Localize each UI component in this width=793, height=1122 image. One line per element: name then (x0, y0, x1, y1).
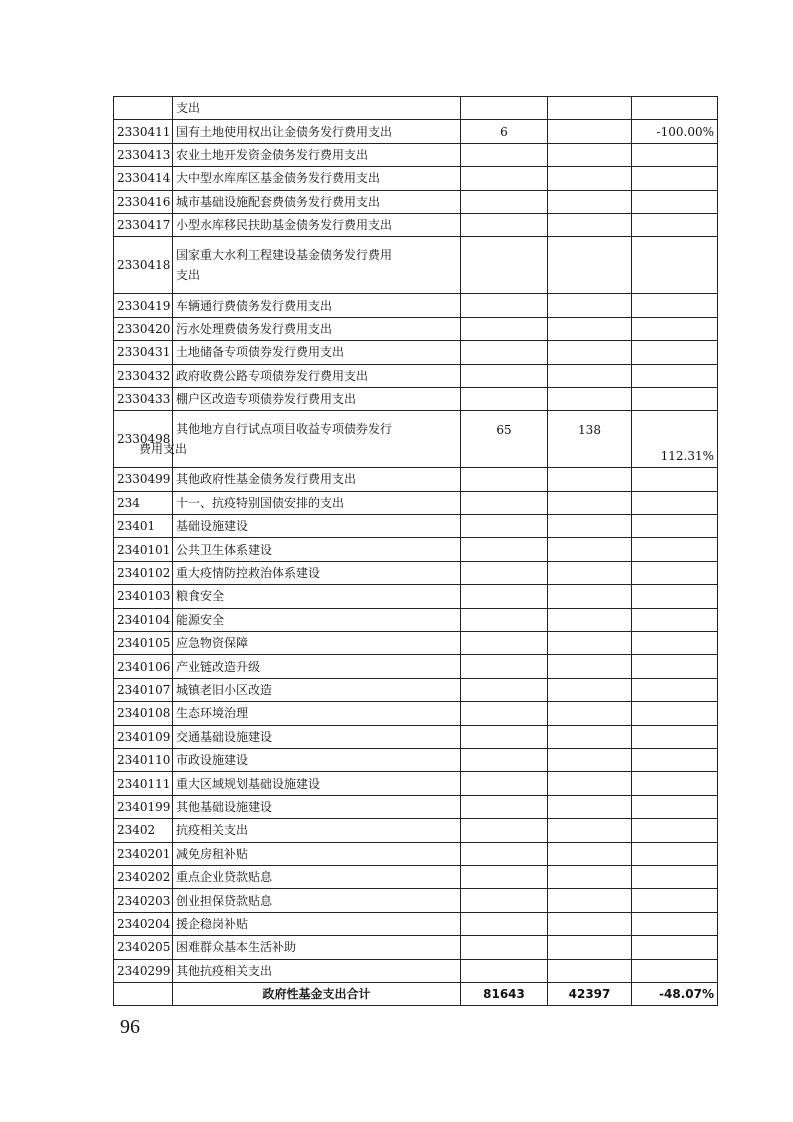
current-year-cell (548, 167, 632, 190)
name-cell: 重点企业贷款贴息 (173, 865, 461, 888)
change-percent-cell (632, 632, 718, 655)
prior-year-cell (461, 213, 548, 236)
name-cell: 产业链改造升级 (173, 655, 461, 678)
name-cell: 援企稳岗补贴 (173, 912, 461, 935)
current-year-cell (548, 678, 632, 701)
name-cell: 能源安全 (173, 608, 461, 631)
current-year-cell (548, 317, 632, 340)
table-row (114, 411, 718, 468)
change-percent-cell (632, 190, 718, 213)
code-cell: 2340109 (114, 725, 173, 748)
table-row (114, 772, 718, 795)
table-row (114, 632, 718, 655)
name-cell: 国有土地使用权出让金债务发行费用支出 (173, 120, 461, 143)
name-cell: 污水处理费债务发行费用支出 (173, 317, 461, 340)
code-cell: 2330419 (114, 294, 173, 317)
code-cell: 2340101 (114, 538, 173, 561)
current-year-cell (548, 725, 632, 748)
prior-year-cell (461, 538, 548, 561)
prior-year-cell (461, 865, 548, 888)
code-cell: 2330418 (114, 237, 173, 294)
prior-year-cell (461, 341, 548, 364)
prior-year-cell (461, 608, 548, 631)
code-cell: 2340202 (114, 865, 173, 888)
name-cell: 土地储备专项债券发行费用支出 (173, 341, 461, 364)
current-year-cell (548, 341, 632, 364)
table-row (114, 678, 718, 701)
name-cell: 其他政府性基金债务发行费用支出 (173, 468, 461, 491)
name-cell: 交通基础设施建设 (173, 725, 461, 748)
code-cell: 2340204 (114, 912, 173, 935)
change-percent-cell (632, 341, 718, 364)
prior-year-cell (461, 237, 548, 294)
current-year-cell (548, 655, 632, 678)
prior-year-cell (461, 725, 548, 748)
table-row (114, 97, 718, 120)
code-cell: 2340110 (114, 748, 173, 771)
name-cell: 抗疫相关支出 (173, 819, 461, 842)
table-row (114, 889, 718, 912)
current-year-cell (548, 120, 632, 143)
code-cell: 234 (114, 491, 173, 514)
name-cell: 公共卫生体系建设 (173, 538, 461, 561)
prior-year-cell (461, 748, 548, 771)
table-row (114, 702, 718, 725)
name-cell: 应急物资保障 (173, 632, 461, 655)
prior-year-cell (461, 819, 548, 842)
current-year-cell (548, 364, 632, 387)
current-year-cell (548, 842, 632, 865)
name-cell: 小型水库移民扶助基金债务发行费用支出 (173, 213, 461, 236)
current-year-cell (548, 912, 632, 935)
change-percent-cell (632, 702, 718, 725)
prior-year-cell (461, 515, 548, 538)
code-cell: 2340199 (114, 795, 173, 818)
page-number: 96 (120, 1016, 140, 1038)
table-row (114, 959, 718, 982)
total-change-cell: -48.07% (632, 982, 718, 1005)
name-cell: 粮食安全 (173, 585, 461, 608)
table-row (114, 795, 718, 818)
name-cell: 重大疫情防控救治体系建设 (173, 561, 461, 584)
name-cell: 其他抗疫相关支出 (173, 959, 461, 982)
name-cell: 减免房租补贴 (173, 842, 461, 865)
table-row (114, 120, 718, 143)
current-year-cell (548, 585, 632, 608)
code-cell: 2340102 (114, 561, 173, 584)
name-cell: 困难群众基本生活补助 (173, 936, 461, 959)
current-year-cell (548, 632, 632, 655)
code-cell: 2340111 (114, 772, 173, 795)
current-year-cell (548, 213, 632, 236)
change-percent-cell (632, 889, 718, 912)
change-percent-cell (632, 748, 718, 771)
change-percent-cell (632, 772, 718, 795)
code-cell: 2340104 (114, 608, 173, 631)
change-percent-cell (632, 468, 718, 491)
current-year-cell (548, 515, 632, 538)
table-row (114, 865, 718, 888)
total-code-cell (114, 982, 173, 1005)
name-cell: 市政设施建设 (173, 748, 461, 771)
name-cell: 创业担保贷款贴息 (173, 889, 461, 912)
change-percent-cell (632, 515, 718, 538)
current-year-cell (548, 772, 632, 795)
code-cell: 2340105 (114, 632, 173, 655)
current-year-cell (548, 294, 632, 317)
prior-year-cell (461, 889, 548, 912)
current-year-cell (548, 190, 632, 213)
expenditure-table (113, 96, 718, 1006)
code-cell: 2340106 (114, 655, 173, 678)
name-cell: 生态环境治理 (173, 702, 461, 725)
change-percent-cell (632, 294, 718, 317)
prior-year-cell (461, 632, 548, 655)
change-percent-cell (632, 608, 718, 631)
change-percent-cell (632, 364, 718, 387)
table-row (114, 912, 718, 935)
change-percent-cell (632, 865, 718, 888)
current-year-cell (548, 889, 632, 912)
code-cell: 2330432 (114, 364, 173, 387)
prior-year-cell (461, 167, 548, 190)
table-row (114, 317, 718, 340)
change-percent-cell (632, 912, 718, 935)
code-cell: 2330411 (114, 120, 173, 143)
current-year-cell (548, 97, 632, 120)
change-percent-cell (632, 97, 718, 120)
code-cell: 23402 (114, 819, 173, 842)
current-year-cell (548, 959, 632, 982)
prior-year-cell (461, 491, 548, 514)
table-row (114, 655, 718, 678)
change-percent-cell (632, 387, 718, 410)
prior-year-cell: 6 (461, 120, 548, 143)
total-row (114, 982, 718, 1005)
name-cell: 支出 (173, 97, 461, 120)
change-percent-cell (632, 819, 718, 842)
prior-year-cell (461, 678, 548, 701)
table-row (114, 468, 718, 491)
table-row (114, 190, 718, 213)
table-row (114, 725, 718, 748)
table-row (114, 167, 718, 190)
name-cell: 城市基础设施配套费债务发行费用支出 (173, 190, 461, 213)
name-cell: 其他基础设施建设 (173, 795, 461, 818)
name-line: 其他地方自行试点项目收益专项债券发行 (176, 422, 393, 437)
table-row (114, 237, 718, 294)
table-body (114, 97, 718, 983)
code-cell: 2340201 (114, 842, 173, 865)
prior-year-cell (461, 959, 548, 982)
prior-year-cell (461, 702, 548, 725)
change-percent-cell (632, 655, 718, 678)
prior-year-cell (461, 585, 548, 608)
code-cell: 2330417 (114, 213, 173, 236)
current-year-cell (548, 936, 632, 959)
name-cell: 城镇老旧小区改造 (173, 678, 461, 701)
current-year-cell (548, 237, 632, 294)
current-year-cell (548, 795, 632, 818)
code-cell: 23401 (114, 515, 173, 538)
table-row (114, 819, 718, 842)
table-row (114, 491, 718, 514)
change-percent-cell (632, 725, 718, 748)
table-row (114, 387, 718, 410)
change-percent-cell: -100.00% (632, 120, 718, 143)
prior-year-cell: 65 (461, 411, 548, 468)
table-row (114, 515, 718, 538)
current-year-cell (548, 538, 632, 561)
change-percent-cell (632, 959, 718, 982)
table-row (114, 294, 718, 317)
name-line: 支出 (176, 268, 201, 283)
change-percent-cell (632, 143, 718, 166)
prior-year-cell (461, 387, 548, 410)
change-percent-cell (632, 491, 718, 514)
prior-year-cell (461, 143, 548, 166)
change-percent-cell (632, 167, 718, 190)
code-cell: 2330420 (114, 317, 173, 340)
name-cell: 十一、抗疫特别国债安排的支出 (173, 491, 461, 514)
current-year-cell (548, 608, 632, 631)
name-cell: 重大区域规划基础设施建设 (173, 772, 461, 795)
change-percent-cell (632, 795, 718, 818)
code-cell: 2340103 (114, 585, 173, 608)
prior-year-cell (461, 97, 548, 120)
current-year-cell (548, 387, 632, 410)
prior-year-cell (461, 364, 548, 387)
prior-year-cell (461, 772, 548, 795)
prior-year-cell (461, 795, 548, 818)
current-year-cell (548, 819, 632, 842)
code-cell: 2330416 (114, 190, 173, 213)
change-percent-cell (632, 585, 718, 608)
change-percent-cell (632, 561, 718, 584)
table-row (114, 364, 718, 387)
prior-year-cell (461, 468, 548, 491)
code-cell: 2330431 (114, 341, 173, 364)
prior-year-cell (461, 561, 548, 584)
current-year-cell (548, 561, 632, 584)
current-year-cell (548, 143, 632, 166)
table-row (114, 213, 718, 236)
change-percent-cell (632, 237, 718, 294)
table-row (114, 585, 718, 608)
code-cell: 2330413 (114, 143, 173, 166)
current-year-cell (548, 865, 632, 888)
name-cell (173, 237, 461, 294)
prior-year-cell (461, 936, 548, 959)
table-row (114, 143, 718, 166)
code-cell: 2340107 (114, 678, 173, 701)
table-row (114, 608, 718, 631)
code-cell: 2330433 (114, 387, 173, 410)
code-cell: 2330498 (114, 411, 173, 468)
change-percent-cell (632, 213, 718, 236)
table-row (114, 561, 718, 584)
name-line: 费用支出 (139, 442, 188, 457)
current-year-cell: 138 (548, 411, 632, 468)
change-percent-cell (632, 538, 718, 561)
code-cell: 2330414 (114, 167, 173, 190)
change-percent-cell (632, 678, 718, 701)
prior-year-cell (461, 294, 548, 317)
table-row (114, 748, 718, 771)
code-cell: 2340108 (114, 702, 173, 725)
change-percent-cell (632, 317, 718, 340)
code-cell: 2340203 (114, 889, 173, 912)
current-year-cell (548, 468, 632, 491)
name-cell: 棚户区改造专项债券发行费用支出 (173, 387, 461, 410)
current-year-cell (548, 491, 632, 514)
prior-year-cell (461, 912, 548, 935)
name-cell: 大中型水库库区基金债务发行费用支出 (173, 167, 461, 190)
current-year-cell (548, 702, 632, 725)
code-cell: 2330499 (114, 468, 173, 491)
prior-year-cell (461, 842, 548, 865)
total-prior-cell: 81643 (461, 982, 548, 1005)
name-cell: 农业土地开发资金债务发行费用支出 (173, 143, 461, 166)
name-cell: 车辆通行费债务发行费用支出 (173, 294, 461, 317)
change-percent-cell (632, 842, 718, 865)
change-percent-cell: 112.31% (632, 411, 718, 468)
name-line: 国家重大水利工程建设基金债务发行费用 (176, 248, 393, 263)
table-row (114, 936, 718, 959)
table-row (114, 538, 718, 561)
current-year-cell (548, 748, 632, 771)
total-name-cell: 政府性基金支出合计 (173, 982, 461, 1005)
prior-year-cell (461, 190, 548, 213)
total-current-cell: 42397 (548, 982, 632, 1005)
name-cell: 基础设施建设 (173, 515, 461, 538)
prior-year-cell (461, 655, 548, 678)
code-cell (114, 97, 173, 120)
code-cell: 2340299 (114, 959, 173, 982)
table-row (114, 842, 718, 865)
table-row (114, 341, 718, 364)
prior-year-cell (461, 317, 548, 340)
code-cell: 2340205 (114, 936, 173, 959)
change-percent-cell (632, 936, 718, 959)
name-cell: 政府收费公路专项债券发行费用支出 (173, 364, 461, 387)
